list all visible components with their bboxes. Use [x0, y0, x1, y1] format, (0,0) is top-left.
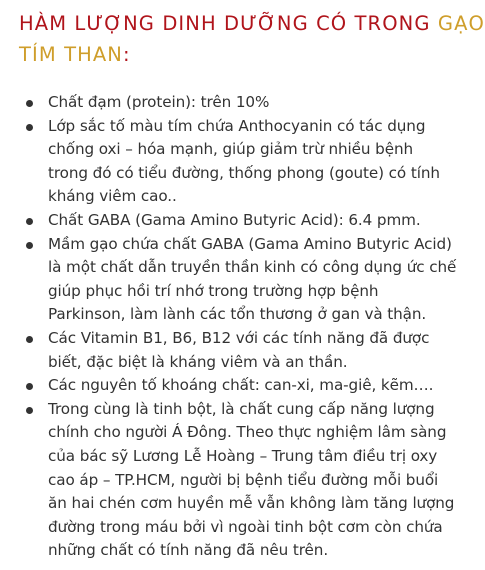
heading-colon: : — [123, 43, 131, 66]
list-item — [0, 327, 466, 374]
bullet-dot-icon — [26, 407, 33, 414]
list-item-text-line: Trong cùng là tinh bột, là chất cung cấp năng lượng — [48, 399, 435, 418]
heading-red-text: HÀM LƯỢNG DINH DƯỠNG CÓ TRONG — [19, 12, 438, 35]
bullet-dot-icon — [26, 124, 33, 131]
bullet-dot-icon — [26, 218, 33, 225]
list-item — [0, 91, 466, 115]
list-item-text-line: Chất GABA (Gama Amino Butyric Acid): 6.4 pmm. — [48, 210, 421, 229]
list-item-text-line: là một chất dẫn truyền thần kinh có công dụng ức chế — [48, 258, 457, 277]
list-item-text-line: kháng viêm cao.. — [48, 187, 177, 206]
list-item-text-line: biết, đặc biệt là kháng viêm và an thần. — [48, 352, 348, 371]
page-heading — [19, 8, 485, 70]
list-item-text-line: Parkinson, làm lành các tổn thương ở gan và thận. — [48, 305, 427, 324]
list-item-text-line: ăn hai chén cơm huyền mễ vẫn không làm tăng lượng — [48, 494, 455, 513]
list-item — [0, 398, 466, 563]
nutrition-list — [0, 91, 466, 563]
list-item-text-line: những chất có tính năng đã nêu trên. — [48, 541, 329, 560]
list-item-text-line: Các Vitamin B1, B6, B12 với các tính năng đã được — [48, 328, 430, 347]
list-item — [0, 374, 466, 398]
heading-line-1 — [19, 8, 485, 39]
bullet-dot-icon — [26, 383, 33, 390]
heading-gold-text: GẠO — [437, 12, 485, 35]
list-item — [0, 233, 466, 327]
list-item-text-line: giúp phục hồi trí nhớ trong trường hợp bệnh — [48, 281, 379, 300]
list-item-text-line: trong đó có tiểu đường, thống phong (goute) có tính — [48, 163, 440, 182]
bullet-dot-icon — [26, 336, 33, 343]
list-item-text-line: Lớp sắc tố màu tím chứa Anthocyanin có tác dụng — [48, 116, 426, 135]
list-item-text-line: chống oxi – hóa mạnh, giúp giảm trừ nhiều bệnh — [48, 140, 414, 159]
list-item-text-line: chính cho người Á Đông. Theo thực nghiệm lâm sàng — [48, 423, 447, 442]
bullet-dot-icon — [26, 242, 33, 249]
heading-line-2 — [19, 39, 459, 70]
list-item — [0, 115, 466, 209]
list-item-text-line: đường trong máu bởi vì ngoài tinh bột cơm còn chứa — [48, 517, 443, 536]
heading-gold-text-2: TÍM THAN — [19, 43, 123, 66]
list-item — [0, 209, 466, 233]
list-item-text-line: Mầm gạo chứa chất GABA (Gama Amino Butyric Acid) — [48, 234, 452, 253]
list-item-text-line: cao áp – TP.HCM, người bị bệnh tiểu đường mỗi buổi — [48, 470, 439, 489]
bullet-dot-icon — [26, 100, 33, 107]
list-item-text-line: của bác sỹ Lương Lễ Hoàng – Trung tâm điều trị oxy — [48, 446, 438, 465]
list-item-text-line: Các nguyên tố khoáng chất: can-xi, ma-giê, kẽm…. — [48, 376, 434, 395]
list-item-text-line: Chất đạm (protein): trên 10% — [48, 93, 270, 111]
